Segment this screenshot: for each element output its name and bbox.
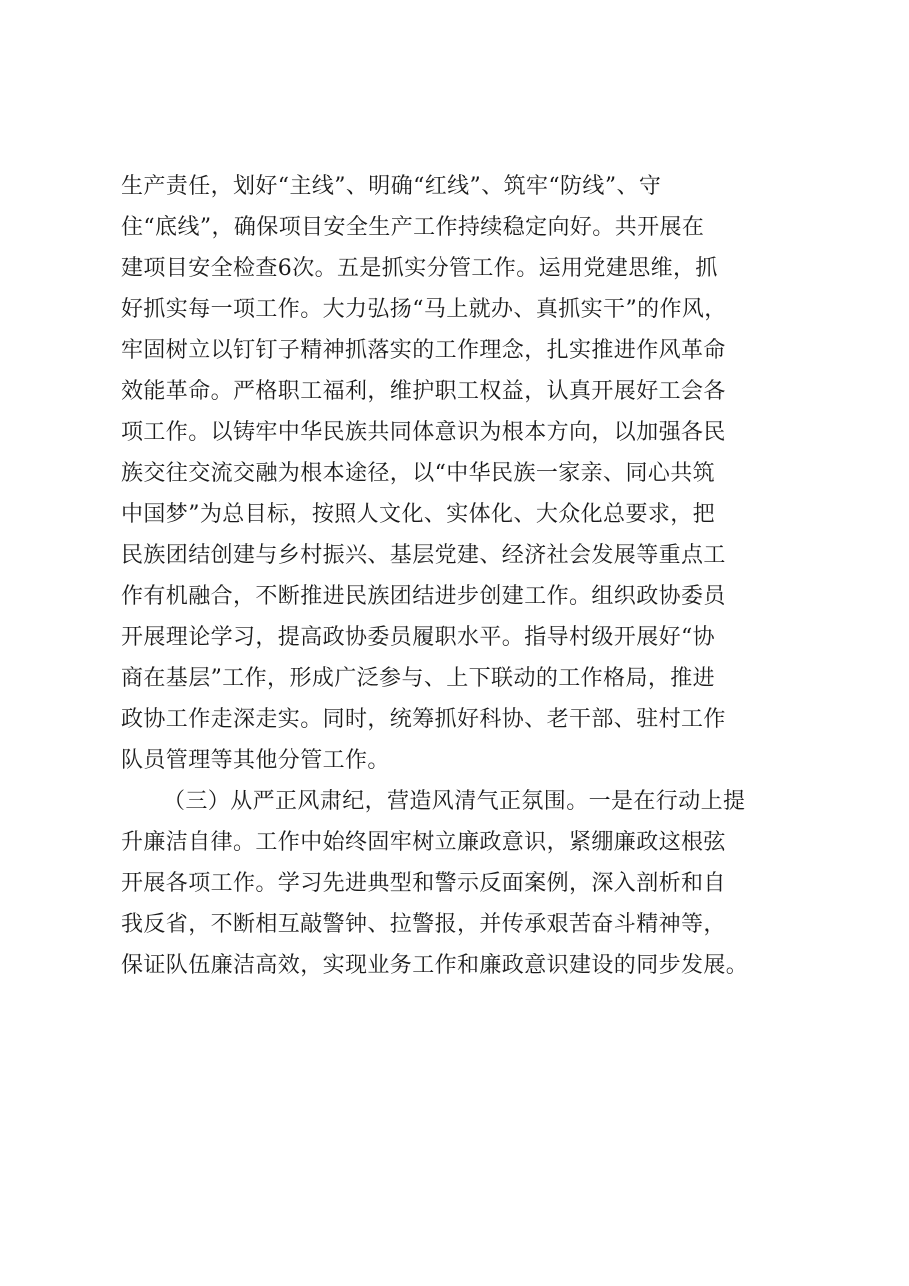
text-line: 升廉洁自律。工作中始终固牢树立廉政意识，紧绷廉政这根弦	[121, 830, 726, 855]
text-line: 族交往交流交融为根本途径，以“中华民族一家亲、同心共筑	[121, 461, 716, 486]
text-line: 我反省，不断相互敲警钟、拉警报，并传承艰苦奋斗精神等，	[121, 912, 726, 937]
text-line: 好抓实每一项工作。大力弘扬“马上就办、真抓实干”的作风，	[121, 297, 727, 322]
text-line: 保证队伍廉洁高效，实现业务工作和廉政意识建设的同步发展。	[121, 953, 749, 978]
text-line: 商在基层”工作，形成广泛参与、上下联动的工作格局，推进	[121, 666, 716, 691]
text-line: 开展理论学习，提高政协委员履职水平。指导村级开展好“协	[121, 625, 716, 650]
text-line: 生产责任，划好“主线”、明确“红线”、筑牢“防线”、守	[121, 174, 662, 199]
text-line: 作有机融合，不断推进民族团结进步创建工作。组织政协委员	[121, 584, 726, 609]
text-line: 建项目安全检查6次。五是抓实分管工作。运用党建思维，抓	[121, 256, 718, 281]
text-line: 民族团结创建与乡村振兴、基层党建、经济社会发展等重点工	[121, 543, 726, 568]
text-line: 队员管理等其他分管工作。	[121, 748, 390, 773]
text-line: 开展各项工作。学习先进典型和警示反面案例，深入剖析和自	[121, 871, 726, 896]
text-line: 效能革命。严格职工福利，维护职工权益，认真开展好工会各	[121, 379, 726, 404]
body-text	[121, 166, 821, 986]
text-line: 中国梦”为总目标，按照人文化、实体化、大众化总要求，把	[121, 502, 716, 527]
text-line: 项工作。以铸牢中华民族共同体意识为根本方向，以加强各民	[121, 420, 726, 445]
text-line: 政协工作走深走实。同时，统筹抓好科协、老干部、驻村工作	[121, 707, 726, 732]
text-line: 牢固树立以钉钉子精神抓落实的工作理念，扎实推进作风革命	[121, 338, 726, 363]
paragraph-heading-line: （三）从严正风肃纪，营造风清气正氛围。一是在行动上提	[163, 789, 746, 814]
text-line: 住“底线”，确保项目安全生产工作持续稳定向好。共开展在	[121, 215, 705, 240]
